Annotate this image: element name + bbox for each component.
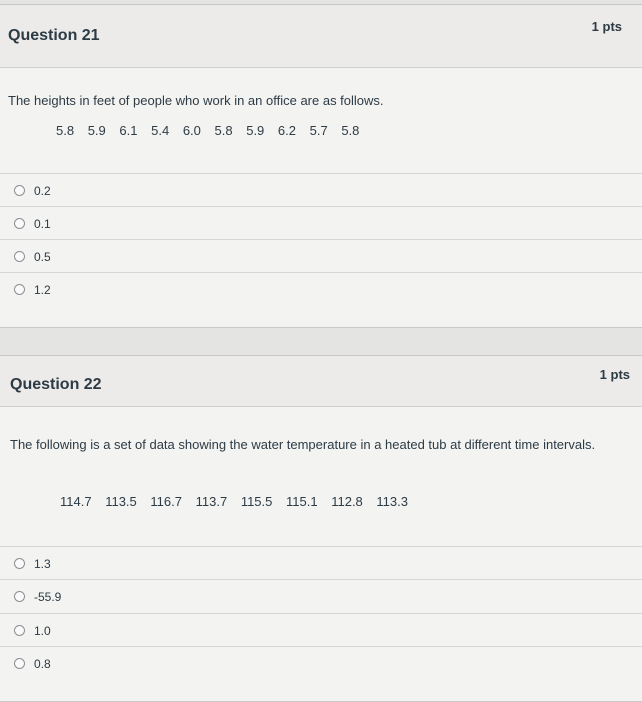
data-value: 113.7 [195,494,228,509]
data-values [60,494,418,509]
answer-option[interactable] [0,239,642,273]
question-text: The heights in feet of people who work in an office are as follows. [8,93,384,108]
data-value: 5.9 [246,123,265,138]
answer-label: 1.2 [34,282,51,297]
question-card-22 [0,355,642,702]
answer-label: 1.0 [34,623,51,638]
data-value: 5.4 [151,123,170,138]
data-value: 6.2 [277,123,296,138]
radio-button[interactable] [14,218,25,229]
question-title: Question 21 [8,27,100,44]
radio-button[interactable] [14,185,25,196]
radio-button[interactable] [14,625,25,636]
data-value: 114.7 [60,494,92,509]
answer-option[interactable] [0,173,642,207]
question-card-21 [0,4,642,328]
answer-option[interactable] [0,579,642,613]
question-text: The following is a set of data showing the water temperature in a heated tub at different time intervals. [10,437,596,452]
data-value: 5.8 [341,123,360,138]
radio-button[interactable] [14,558,25,569]
answer-label: 0.1 [34,216,51,231]
answer-label: 0.5 [34,249,51,264]
radio-button[interactable] [14,284,25,295]
data-value: 113.3 [376,494,408,509]
question-header-21 [0,5,642,68]
data-value: 6.1 [119,123,138,138]
data-value: 5.8 [214,123,233,138]
radio-button[interactable] [14,658,25,669]
data-value: 116.7 [150,494,182,509]
answer-option[interactable] [0,272,642,306]
radio-button[interactable] [14,251,25,262]
data-value: 5.7 [309,123,328,138]
answer-label: -55.9 [34,589,62,604]
answer-label: 0.8 [34,656,51,671]
data-value: 115.1 [286,494,318,509]
data-values [56,123,369,138]
data-value: 5.8 [56,123,75,138]
data-value: 6.0 [182,123,201,138]
question-points: 1 pts [599,367,630,382]
radio-button[interactable] [14,591,25,602]
data-value: 112.8 [331,494,363,509]
data-value: 113.5 [105,494,137,509]
data-value: 115.5 [240,494,273,509]
question-header-22 [0,356,642,407]
answer-option[interactable] [0,646,642,680]
answer-option[interactable] [0,613,642,647]
data-value: 5.9 [87,123,106,138]
answer-label: 1.3 [34,556,51,571]
question-points: 1 pts [591,19,622,34]
answer-option[interactable] [0,546,642,580]
question-title: Question 22 [10,376,102,393]
answer-label: 0.2 [34,183,51,198]
answer-option[interactable] [0,206,642,240]
